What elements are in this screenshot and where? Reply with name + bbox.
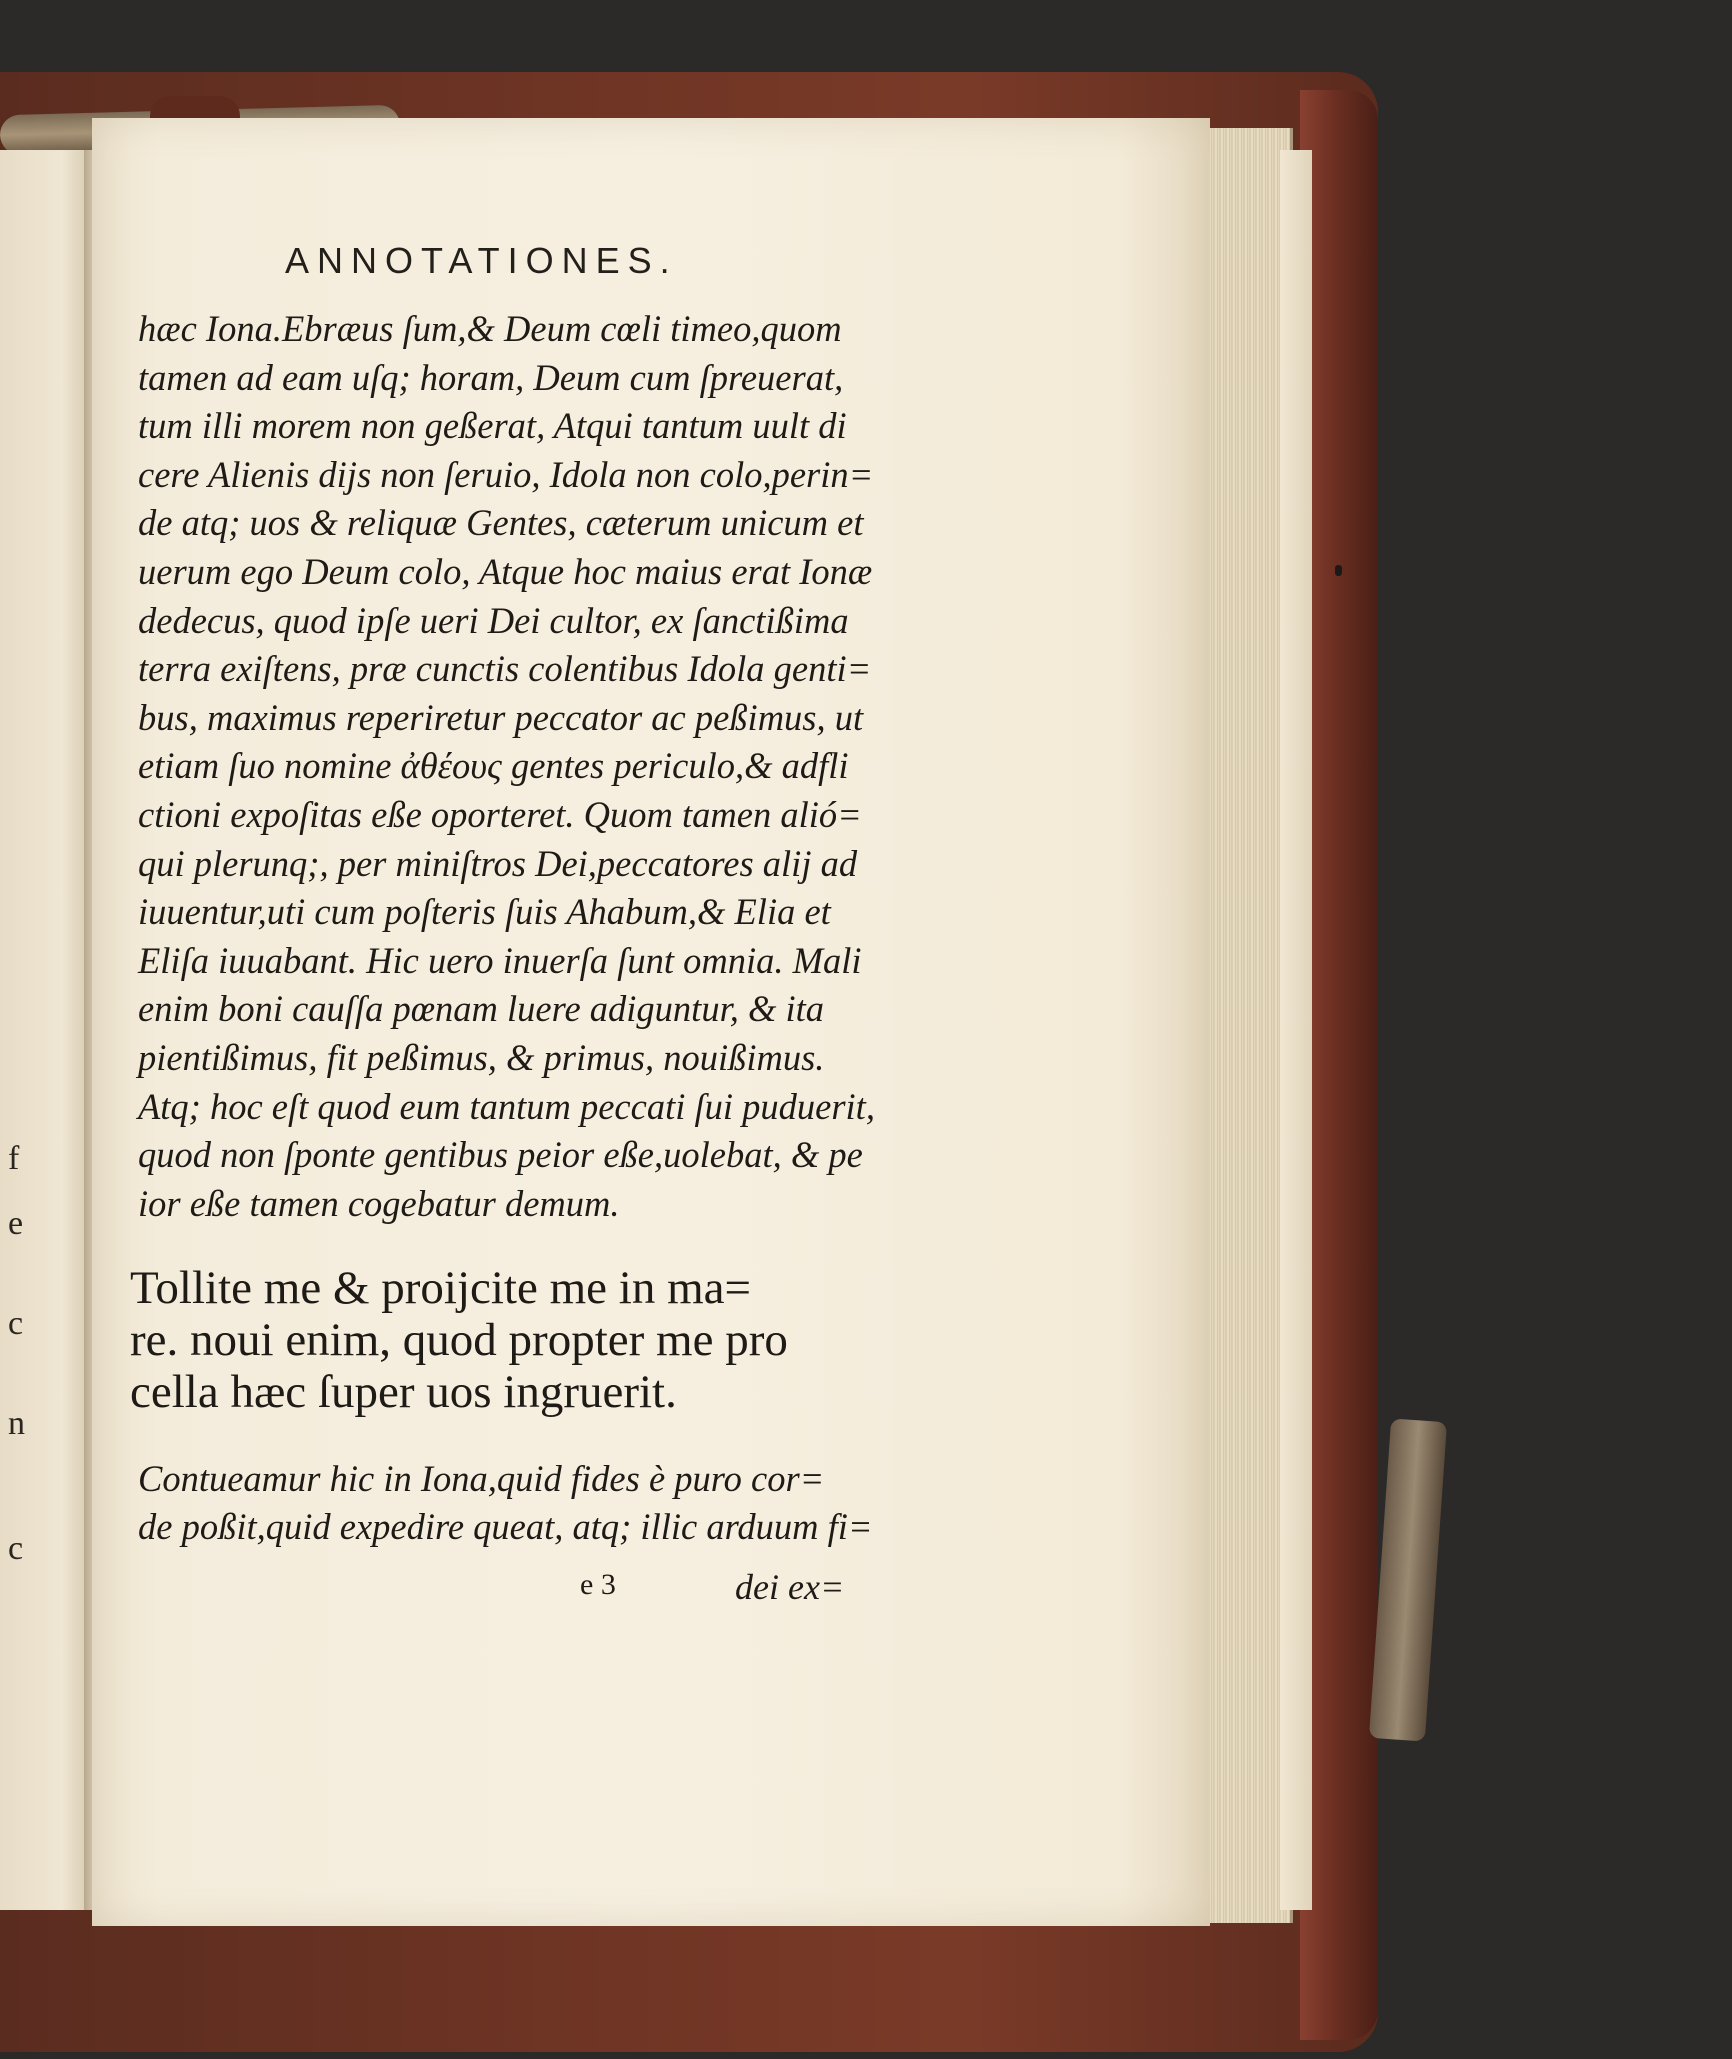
clasp [1369,1418,1447,1741]
text-line: enim boni cauſſa pœnam luere adiguntur, & ita [138,988,825,1030]
text-line: bus, maximus reperiretur peccator ac peßimus, ut [138,696,864,738]
text-line: ctioni expoſitas eße oporteret. Quom tamen alió= [138,793,862,835]
text-line: de poßit,quid expedire queat, atq; illic arduum fi= [138,1506,873,1547]
commentary-block [138,305,878,1228]
left-page-letter: n [8,1405,25,1442]
verse-line: Tollite me & proijcite me in ma= [130,1262,752,1314]
text-line: etiam ſuo nomine ἀθέους gentes periculo,& adfli [138,745,849,787]
signature-mark: e 3 [580,1568,616,1601]
text-line: qui plerunq;, per miniſtros Dei,peccatores alij ad [138,842,858,884]
left-page-letter: e [8,1205,24,1242]
text-line: Contueamur hic in Iona,quid fides è puro cor= [138,1458,825,1499]
running-title: ANNOTATIONES. [285,240,678,281]
scripture-verse [130,1262,860,1418]
catchword: dei ex= [735,1567,845,1607]
text-line: dedecus, quod ipſe ueri Dei cultor, ex ſanctißima [138,599,849,641]
ink-speck [1335,565,1342,576]
verse-line: cella hæc ſuper uos ingruerit. [130,1366,677,1418]
text-line: Atq; hoc eſt quod eum tantum peccati ſui puduerit, [138,1085,875,1127]
text-line: quod non ſponte gentibus peior eße,uolebat, & pe [138,1134,863,1176]
left-page-letter: c [8,1530,24,1567]
text-line: uerum ego Deum colo, Atque hoc maius erat Ionæ [138,550,873,592]
text-line: hæc Iona.Ebræus ſum,& Deum cœli timeo,quom [138,308,842,349]
left-page-letter: f [8,1140,20,1177]
left-page-letter: c [8,1305,24,1342]
text-line: iuuentur,uti cum poſteris ſuis Ahabum,& Elia et [138,891,831,933]
page-fore-edge-inner [1280,150,1312,1910]
text-line: pientißimus, fit peßimus, & primus, nouißimus. [138,1036,825,1078]
text-line: tamen ad eam uſq; horam, Deum cum ſpreuerat, [138,356,844,398]
text-line: ior eße tamen cogebatur demum. [138,1182,620,1224]
commentary-block-2 [138,1455,878,1551]
text-line: cere Alienis dijs non ſeruio, Idola non colo,perin= [138,453,874,495]
text-line: de atq; uos & reliquæ Gentes, cæterum unicum et [138,502,864,544]
text-line: Eliſa iuuabant. Hic uero inuerſa ſunt omnia. Mali [138,939,862,981]
text-line: tum illi morem non geßerat, Atqui tantum uult di [138,405,847,447]
left-page [0,150,88,1910]
text-line: terra exiſtens, præ cunctis colentibus Idola genti= [138,648,872,690]
verse-line: re. noui enim, quod propter me pro [130,1314,788,1366]
